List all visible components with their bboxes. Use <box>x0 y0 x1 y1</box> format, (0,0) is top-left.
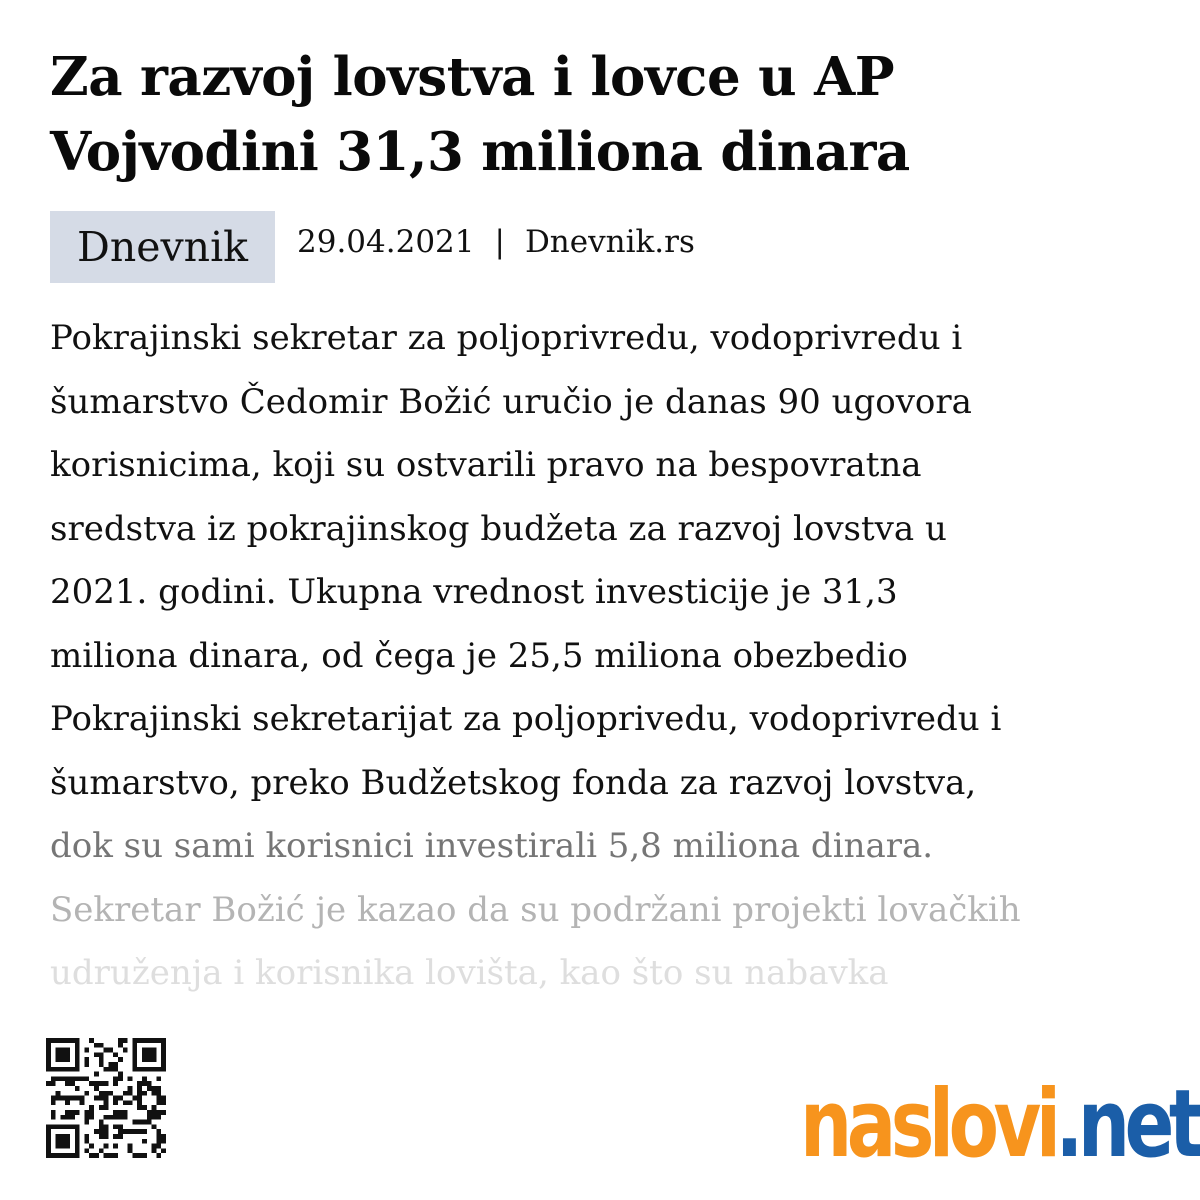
article-meta <box>50 211 695 283</box>
body-line: sredstva iz pokrajinskog budžeta za razvoj lovstva u <box>50 508 947 549</box>
publish-date: 29.04.2021 <box>297 224 475 260</box>
logo-text-secondary: .net <box>1055 1070 1199 1179</box>
article-body <box>50 307 1170 1006</box>
naslovi-logo[interactable] <box>800 1062 1199 1179</box>
body-line: šumarstvo Čedomir Božić uručio je danas 90 ugovora <box>50 381 972 422</box>
source-badge[interactable]: Dnevnik <box>50 211 275 283</box>
body-line: miliona dinara, od čega je 25,5 miliona obezbedio <box>50 635 908 676</box>
article-title: Za razvoj lovstva i lovce u AP Vojvodini 31,3 miliona dinara <box>50 46 910 183</box>
meta-info <box>297 224 695 260</box>
body-line: Pokrajinski sekretarijat za poljoprivedu, vodoprivredu i <box>50 699 1002 739</box>
source-site[interactable]: Dnevnik.rs <box>524 224 695 260</box>
body-line: 2021. godini. Ukupna vrednost investicije je 31,3 <box>50 572 898 612</box>
qr-code-icon[interactable] <box>46 1038 166 1158</box>
meta-separator: | <box>494 224 505 260</box>
body-line-faded: Sekretar Božić je kazao da su podržani projekti lovačkih <box>50 889 1021 930</box>
logo-text-primary: naslovi <box>800 1070 1056 1179</box>
body-line: Pokrajinski sekretar za poljoprivredu, vodoprivredu i <box>50 318 963 358</box>
body-line-faded: udruženja i korisnika lovišta, kao što su nabavka <box>50 953 889 993</box>
body-line: korisnicima, koji su ostvarili pravo na bespovratna <box>50 445 922 485</box>
body-line-faded: dok su sami korisnici investirali 5,8 miliona dinara. <box>50 826 934 866</box>
body-line: šumarstvo, preko Budžetskog fonda za razvoj lovstva, <box>50 762 977 803</box>
